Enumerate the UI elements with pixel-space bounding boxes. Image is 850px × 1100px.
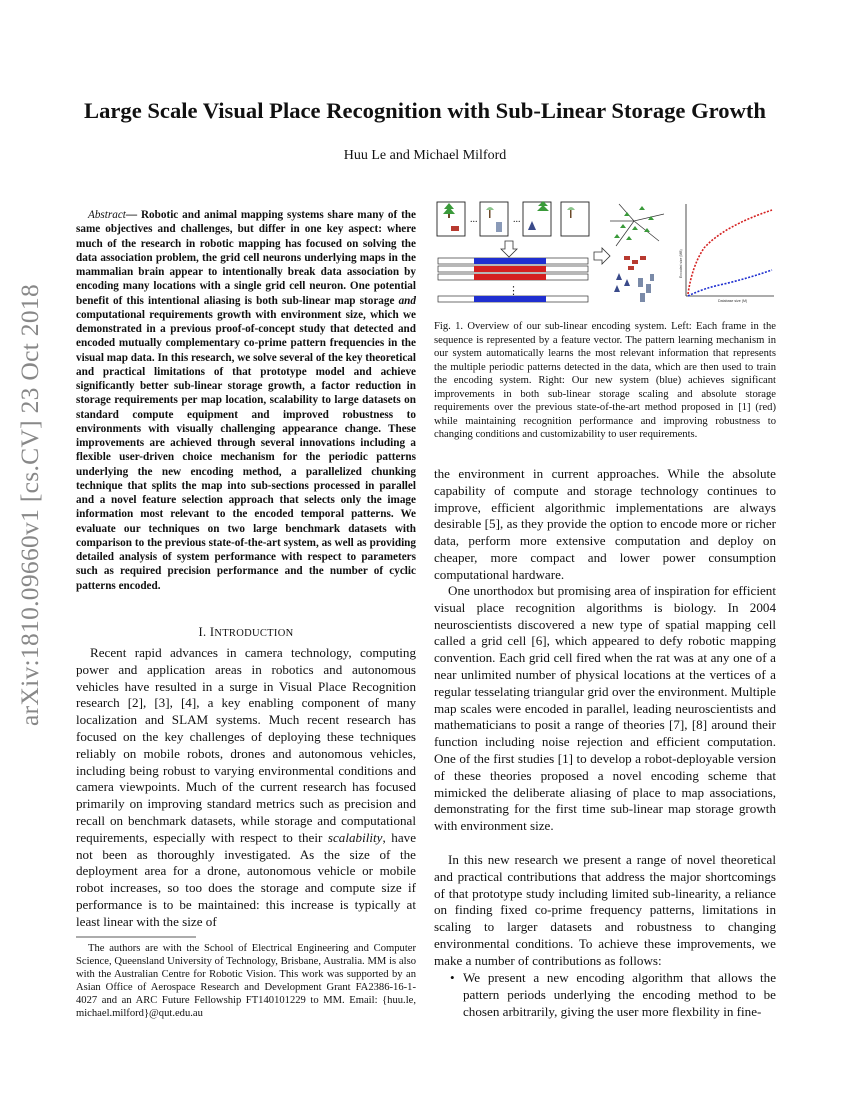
abstract-lead: Abstract xyxy=(88,209,126,221)
footnote: The authors are with the School of Electrical Engineering and Computer Science, Queensland University of Technology, Brisbane, Australia. MM is also with the Australian Centre for Robotic Vision. This work was supported by an Asian Office of Aerospace Research and Development Grant FA2386-16-1-4027 and an ARC Future Fellowship FT140101229 to MM. Email: {huu.le, michael.milford}@qut.edu.au xyxy=(76,943,416,1020)
paper-title: Large Scale Visual Place Recognition with Sub-Linear Storage Growth xyxy=(84,98,766,123)
bullet-symbol: • xyxy=(450,970,455,985)
intro-emphasis: scalability xyxy=(327,829,383,845)
right-arrow-icon xyxy=(594,248,610,264)
arxiv-stamp: arXiv:1810.09660v1 [cs.CV] 23 Oct 2018 xyxy=(15,283,44,727)
figure-1 xyxy=(434,196,776,308)
intro-text-2: , have not been as thoroughly investigated. As the size of the deployment area for a drone, autonomous vehicle or mobile robot increases, so too does the storage and compute size if performance is to be maintained: this increase is typically at least linear with the size of xyxy=(76,829,417,929)
section-title-rest: NTRODUCTION xyxy=(214,628,294,639)
authors: Huu Le and Michael Milford xyxy=(343,148,507,163)
abstract xyxy=(76,208,416,593)
section-title-initial: I xyxy=(209,625,215,639)
abstract-text-1: Robotic and animal mapping systems share many of the same objectives and challenges, but differ in one key aspect: where much of the research in robotic mapping has focused on solving the data association problem, the grid cell neurons underlying maps in the mammalian brain appear to intentionally break data association by encoding many locations with a single grid cell neuron. One potential benefit of this intentional aliasing is both sub-linear map storage xyxy=(76,209,416,307)
abstract-dash: — xyxy=(125,209,138,221)
down-arrow-icon xyxy=(501,241,517,257)
plot-blue-series xyxy=(688,270,772,296)
frames-ellipsis-2: ... xyxy=(513,214,521,225)
abstract-and: and xyxy=(398,294,416,307)
right-paragraph-1: the environment in current approaches. While the absolute capability of compute and storage technology continues to improve, efficient algorithmic implementations are always desirable [5], as they provide the option to encode more or richer data, perform more extensive computation and deploy on cheaper, more compact and lower power consumption computational hardware. xyxy=(434,466,776,582)
bars-vertical-ellipsis: ⋮ xyxy=(508,284,519,297)
building-icon xyxy=(496,222,502,232)
pattern-cluster-diagram xyxy=(610,204,664,302)
frame-3 xyxy=(523,201,551,236)
section-number: I. xyxy=(198,625,210,639)
right-paragraph-3: In this new research we present a range of novel theoretical and practical contributions that address the major shortcomings of that prototype study including limited sub-linearity, a reliance on finding fixed co-prime frequency patterns, limitations in scaling to larger datasets and robustness to changing environmental conditions. To achieve these improvements, we make a number of contributions as follows: xyxy=(434,852,776,968)
plot-y-label: Encoded size (MB) xyxy=(679,249,683,278)
storage-growth-plot xyxy=(679,204,774,303)
house-icon xyxy=(628,266,634,270)
right-paragraph-2: One unorthodox but promising area of inspiration for efficient visual place recognition algorithms is biology. In 2004 neuroscientists discovered a new type of spatial mapping cell called a grid cell [6], which appeared to defy robotic mapping convention. Each grid cell fired when the rat was at any one of a near unlimited number of physical locations at the vertices of a regular tesselating triangular grid over the environment. Multiple map scales were encoded in parallel, leading neuroscientists and mathematicians to posit a range of theories [7], [8] around their function including noise rejection and efficient computation. One of the first studies [1] to develop a robot-deployable version of these theories proposed a novel encoding scheme that mimicked the deliberate aliasing of place to map associations, demonstrating for the first time sub-linear map storage growth with environment size. xyxy=(434,583,776,834)
intro-text-1: Recent rapid advances in camera technology, computing power and application areas in robotics and autonomous vehicles have resulted in a surge in Visual Place Recognition research [2], [3], [4], a key enabling component of many localization and SLAM systems. Much recent research has focused on the key challenges of deploying these techniques reliably on mobile robots, drones and autonomous vehicles, including being robust to varying environmental conditions and camera viewpoints. Much of the current research has focused primarily on improving standard metrics such as precision and recall on benchmark datasets, while storage and computational requirements, especially with respect to their xyxy=(76,645,416,845)
introduction-paragraph xyxy=(76,645,416,931)
bullet-text: We present a new encoding algorithm that allows the pattern periods underlying the encoding method to be chosen arbitrarily, giving the user more flexbility in fine- xyxy=(463,970,776,1019)
frame-2 xyxy=(480,202,508,236)
plot-x-label: Database size (M) xyxy=(718,299,748,303)
footnote-rule xyxy=(76,936,196,938)
frames-ellipsis-1: ... xyxy=(470,214,478,225)
figure-caption: Fig. 1. Overview of our sub-linear encoding system. Left: Each frame in the sequence is represented by a feature vector. The pattern learning mechanism in our system automatically learns the most relevant information that represents the multiple periodic patterns detected in the data, which are then used to train the encoding system. Right: Our new system (blue) achieves significant improvements in both sub-linear storage scaling and absolute storage requirements over the previous state-of-the-art method proposed in [1] (red) while maintaining recognition performance and improving robustness to changing conditions and customizability to user requirements. xyxy=(434,321,776,440)
frame-1 xyxy=(437,202,465,236)
tree-cluster-icon xyxy=(614,206,654,240)
section-heading-introduction xyxy=(76,625,416,640)
plot-red-series xyxy=(688,210,772,294)
abstract-text-2: computational requirements growth with environment size, which we demonstrated in a previous proof-of-concept study that detected and encoded mutually complementary co-prime pattern frequencies in the visual map data. In this research, we solve several of the key theoretical and practical limitations of that prototype model and achieve significantly better sub-linear storage growth, a factor reduction in storage requirements per map location, scalability to large datasets on standard compute equipment and improved robustness to environments with visually challenging appearance change. These improvements are achieved through several innovations including a flexible user-driven choice mechanism for the periodic patterns underlying the new encoding method, a parallelized chunking technique that splits the map into sub-sections processed in parallel and a novel feature selection approach that selects only the image information most relevant to the encoded temporal patterns. We evaluate our techniques on two large benchmark datasets with comparison to the previous state-of-the-art system, as well as providing detailed analysis of system performance with respect to parameters such as required precision performance and the number of cyclic patterns encoded. xyxy=(76,308,416,592)
frame-4 xyxy=(561,202,589,236)
